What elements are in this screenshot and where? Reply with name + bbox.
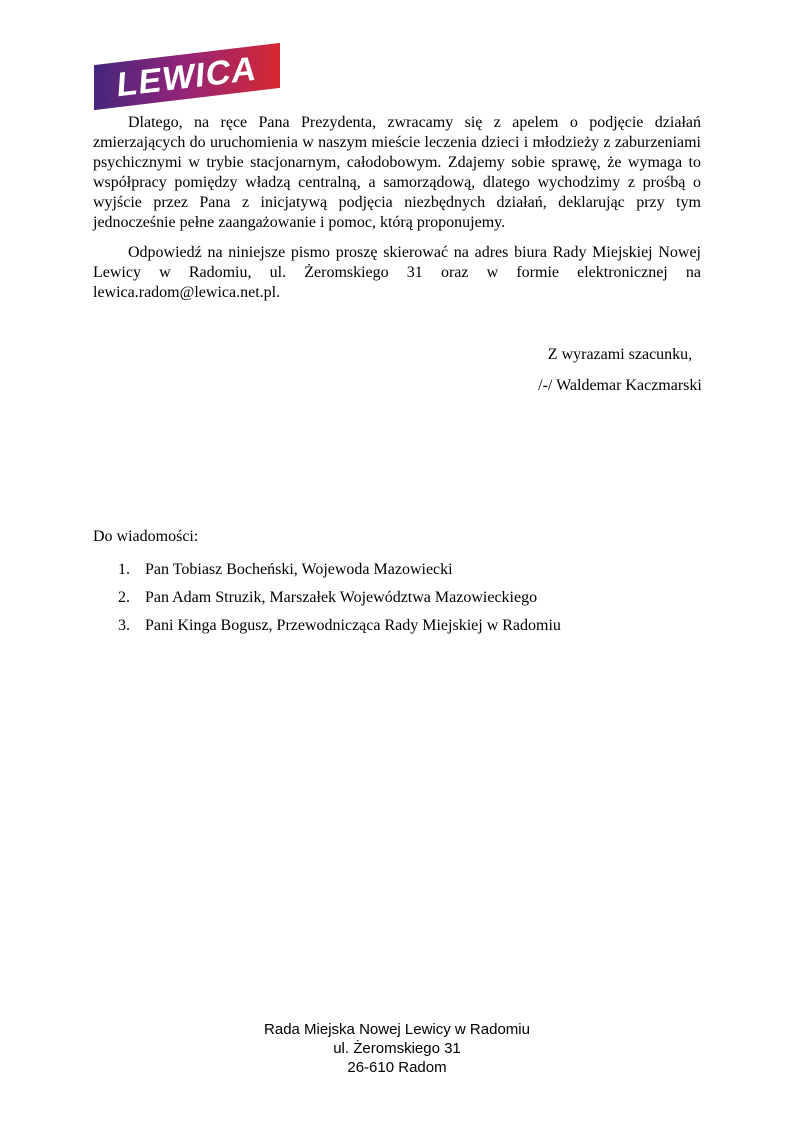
cc-item-2 [118, 588, 701, 608]
paragraph-appeal: Dlatego, na ręce Pana Prezydenta, zwracamy się z apelem o podjęcie działań zmierzających do uruchomienia w naszym mieście leczenia dzieci i młodzieży z zaburzeniami psychicznymi w trybie stacjonarnym, całodobowym. Zdajemy sobie sprawę, że wymaga to współpracy pomiędzy władzą centralną, a samorządową, dlatego wychodzimy z prośbą o wyjście przez Pana z inicjatywą podjęcia niezbędnych działań, deklarując przy tym jednocześnie pełne zaangażowanie i pomoc, którą proponujemy. [93, 114, 701, 231]
signature-block [455, 345, 785, 396]
cc-item-1-text: Pan Tobiasz Bocheński, Wojewoda Mazowiecki [145, 561, 453, 578]
footer-address [0, 1020, 794, 1077]
cc-section [93, 527, 701, 644]
letter-body [93, 113, 701, 303]
cc-heading: Do wiadomości: [93, 528, 199, 545]
lewica-logo-text: LEWICA [115, 48, 259, 105]
footer-line-city: 26-610 Radom [347, 1059, 447, 1076]
cc-item-2-text: Pan Adam Struzik, Marszałek Województwa Mazowieckiego [145, 589, 538, 606]
signer-name: /-/ Waldemar Kaczmarski [538, 377, 702, 394]
cc-item-1-number: 1. [118, 561, 130, 578]
footer-line-street: ul. Żeromskiego 31 [333, 1040, 461, 1057]
cc-item-2-number: 2. [118, 589, 130, 606]
lewica-logo [94, 43, 280, 110]
closing-phrase: Z wyrazami szacunku, [547, 346, 693, 363]
cc-item-3-number: 3. [118, 617, 130, 634]
footer-line-organization: Rada Miejska Nowej Lewicy w Radomiu [264, 1021, 530, 1038]
cc-item-1 [118, 560, 701, 580]
cc-list [93, 560, 701, 636]
cc-item-3 [118, 616, 701, 636]
paragraph-response-address: Odpowiedź na niniejsze pismo proszę skierować na adres biura Rady Miejskiej Nowej Lewicy w Radomiu, ul. Żeromskiego 31 oraz w formie elektronicznej na lewica.radom@lewica.net.pl. [93, 244, 701, 301]
cc-item-3-text: Pani Kinga Bogusz, Przewodnicząca Rady Miejskiej w Radomiu [145, 617, 561, 634]
